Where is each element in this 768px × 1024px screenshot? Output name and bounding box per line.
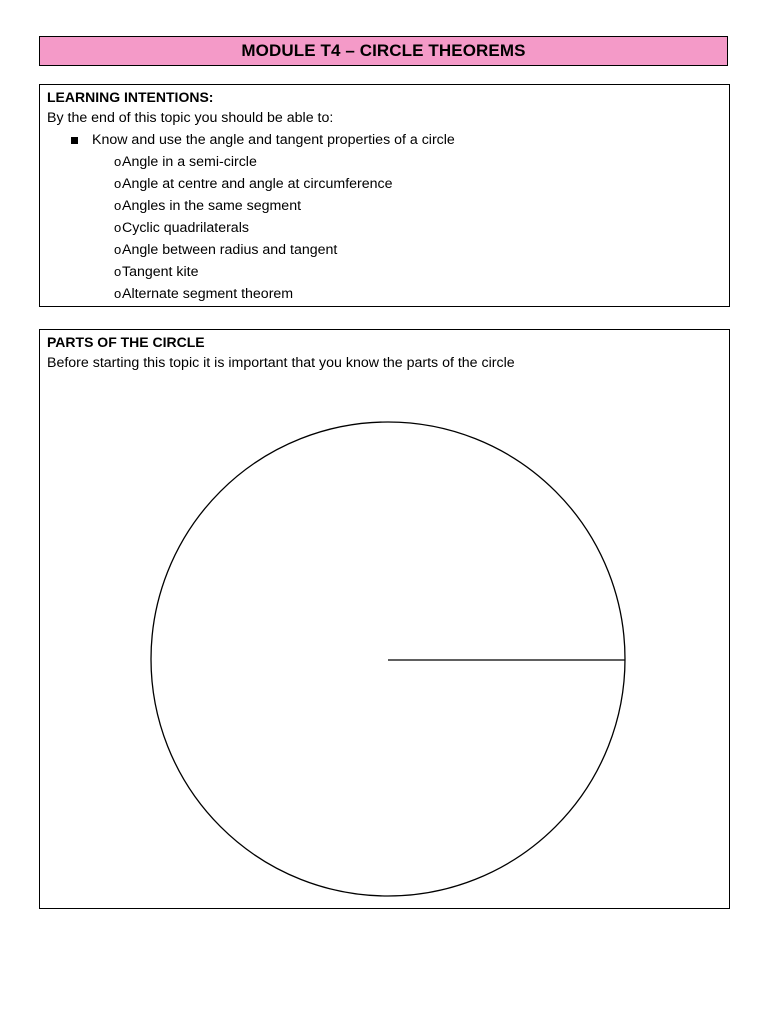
list-item	[47, 217, 729, 239]
list-item	[47, 151, 729, 173]
list-item-text: Angle in a semi-circle	[122, 154, 257, 170]
list-item-text: Cyclic quadrilaterals	[122, 220, 249, 236]
list-item	[47, 173, 729, 195]
learning-intentions-intro: By the end of this topic you should be able to:	[47, 110, 334, 126]
list-item-text: Angle between radius and tangent	[122, 242, 338, 258]
list-item-text: Angle at centre and angle at circumference	[122, 176, 393, 192]
parts-of-circle-heading: PARTS OF THE CIRCLE	[47, 334, 205, 350]
parts-of-circle-intro: Before starting this topic it is important that you know the parts of the circle	[47, 355, 515, 371]
circle-bullet-icon: o	[114, 264, 122, 279]
circle-bullet-icon: o	[114, 242, 122, 257]
circle-bullet-icon: o	[114, 154, 122, 169]
learning-intentions-box	[39, 84, 730, 307]
list-item	[47, 195, 729, 217]
circle-bullet-icon: o	[114, 220, 122, 235]
list-item-text: Tangent kite	[122, 264, 199, 280]
list-item	[47, 261, 729, 283]
list-item	[47, 239, 729, 261]
main-bullet-text: Know and use the angle and tangent properties of a circle	[92, 132, 455, 148]
module-title: MODULE T4 – CIRCLE THEOREMS	[39, 36, 728, 66]
main-bullet-item	[47, 129, 729, 151]
circle-bullet-icon: o	[114, 176, 122, 191]
list-item-text: Alternate segment theorem	[122, 286, 294, 302]
learning-intentions-heading: LEARNING INTENTIONS:	[47, 89, 214, 105]
parts-of-circle-box	[39, 329, 730, 909]
list-item	[47, 283, 729, 305]
sub-bullet-list	[47, 151, 729, 305]
square-bullet-icon	[71, 137, 78, 144]
circle-diagram	[40, 330, 729, 908]
circle-bullet-icon: o	[114, 286, 122, 301]
list-item-text: Angles in the same segment	[122, 198, 302, 214]
circle-outline	[151, 422, 625, 896]
circle-bullet-icon: o	[114, 198, 122, 213]
